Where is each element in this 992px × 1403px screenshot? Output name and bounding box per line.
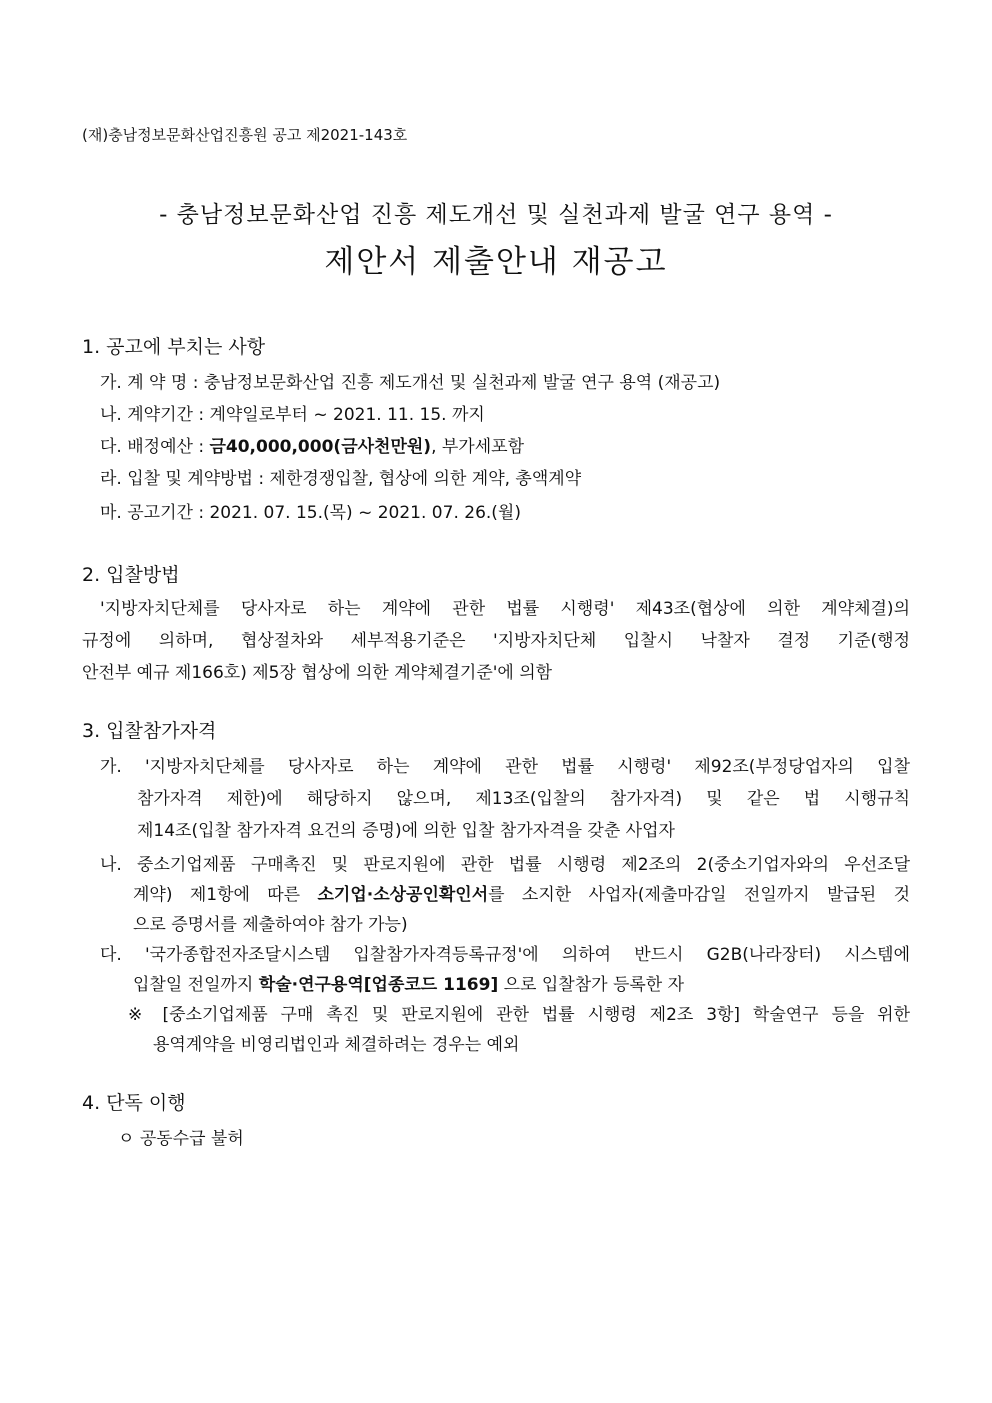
- b2-text-pre: 계약) 제1항에 따른: [133, 885, 318, 905]
- document-subtitle: - 충남정보문화산업 진흥 제도개선 및 실천과제 발굴 연구 용역 -: [159, 202, 833, 228]
- s3-item-a-line-1: 가. '지방자치단체를 당사자로 하는 계약에 관한 법률 시행령' 제92조(부정당업자의 입찰: [100, 757, 910, 777]
- s3-item-a-line-2: 참가자격 제한)에 해당하지 않으며, 제13조(입찰의 참가자격) 및 같은 법 시행규칙: [137, 789, 910, 809]
- section-4-heading: 4. 단독 이행: [82, 1092, 186, 1114]
- s3-item-a-line-3: 제14조(입찰 참가자격 요건의 증명)에 의한 입찰 참가자격을 갖춘 사업자: [137, 821, 675, 841]
- s3-note-line-2: 용역계약을 비영리법인과 체결하려는 경우는 예외: [153, 1035, 520, 1055]
- budget-label: 다. 배정예산 :: [100, 437, 210, 457]
- s1-item-bid-method: 라. 입찰 및 계약방법 : 제한경쟁입찰, 협상에 의한 계약, 총액계약: [100, 469, 582, 489]
- industry-code: 학술·연구용역[업종코드 1169]: [258, 975, 499, 995]
- section-1-heading: 1. 공고에 부치는 사항: [82, 336, 266, 358]
- s3-item-c-line-2: [133, 970, 684, 995]
- s3-item-b-line-3: 으로 증명서를 제출하여야 참가 가능): [133, 915, 408, 935]
- section-2-heading: 2. 입찰방법: [82, 564, 180, 586]
- section-3-heading: 3. 입찰참가자격: [82, 720, 217, 742]
- s2-paragraph-line-1: '지방자치단체를 당사자로 하는 계약에 관한 법률 시행령' 제43조(협상에 의한 계약체결)의: [100, 599, 910, 619]
- s3-item-b-line-1: 나. 중소기업제품 구매촉진 및 판로지원에 관한 법률 시행령 제2조의 2(중소기업자와의 우선조달: [100, 855, 910, 875]
- document-title: 제안서 제출안내 재공고: [324, 244, 668, 280]
- s2-paragraph-line-2: 규정에 의하며, 협상절차와 세부적용기준은 '지방자치단체 입찰시 낙찰자 결정 기준(행정: [82, 631, 910, 651]
- budget-amount: 금40,000,000(금사천만원): [209, 437, 432, 457]
- notice-number: (재)충남정보문화산업진흥원 공고 제2021-143호: [82, 126, 408, 144]
- small-business-certificate: 소기업·소상공인확인서: [317, 885, 489, 905]
- s1-item-contract-name: 가. 계 약 명 : 충남정보문화산업 진흥 제도개선 및 실천과제 발굴 연구 용역 (재공고): [100, 373, 721, 393]
- s2-paragraph-line-3: 안전부 예규 제166호) 제5장 협상에 의한 계약체결기준'에 의함: [82, 663, 553, 683]
- s3-note-line-1: ※ [중소기업제품 구매 촉진 및 판로지원에 관한 법률 시행령 제2조 3항] 학술연구 등을 위한: [128, 1005, 910, 1025]
- s3-item-c-line-1: 다. '국가종합전자조달시스템 입찰참가자격등록규정'에 의하여 반드시 G2B(나라장터) 시스템에: [100, 945, 910, 965]
- s1-item-budget: [100, 432, 524, 457]
- b2-text-post: 를 소지한 사업자(제출마감일 전일까지 발급된 것: [488, 885, 910, 905]
- c2-text-pre: 입찰일 전일까지: [133, 975, 259, 995]
- budget-note: , 부가세포함: [431, 437, 524, 457]
- s1-item-notice-period: 마. 공고기간 : 2021. 07. 15.(목) ~ 2021. 07. 26.(월): [100, 503, 521, 523]
- c2-text-post: 으로 입찰참가 등록한 자: [498, 975, 685, 995]
- s1-item-contract-period: 나. 계약기간 : 계약일로부터 ~ 2021. 11. 15. 까지: [100, 405, 485, 425]
- s3-item-b-line-2: [133, 880, 910, 905]
- s4-item-joint-bid: ㅇ 공동수급 불허: [118, 1129, 244, 1149]
